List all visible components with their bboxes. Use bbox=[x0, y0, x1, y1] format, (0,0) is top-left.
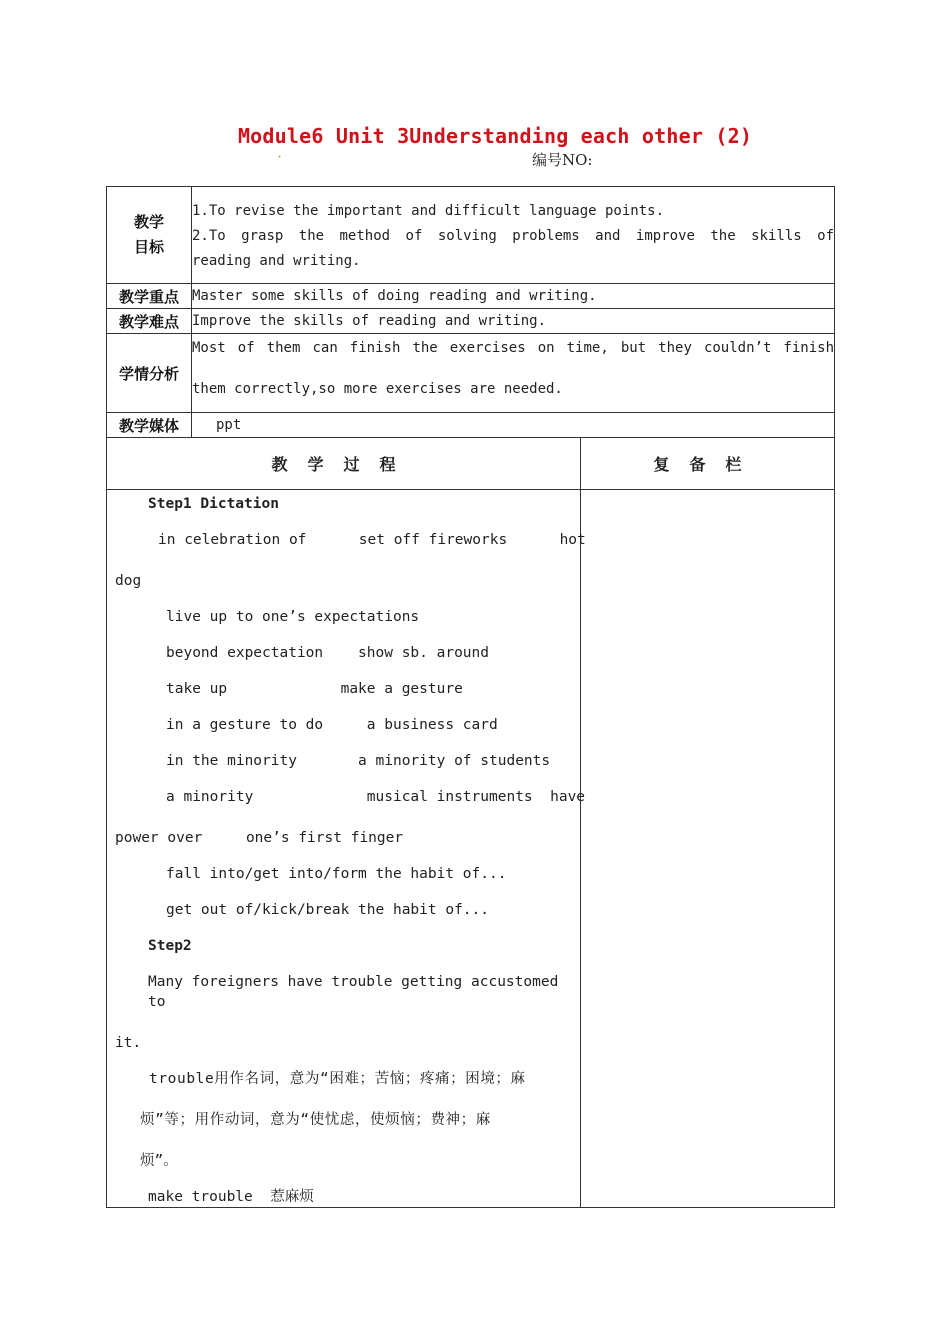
analysis-line-2: them correctly,so more exercises are needed. bbox=[192, 381, 563, 397]
note-line-3: 烦”。 bbox=[140, 1153, 178, 1169]
goals-label-2: 目标 bbox=[133, 238, 164, 256]
number-label: 编号NO: bbox=[532, 151, 593, 169]
dictation-line-9: power over one’s first finger bbox=[115, 830, 404, 846]
step2-line-2: it. bbox=[115, 1035, 142, 1051]
phrase-line: make trouble 惹麻烦 bbox=[148, 1189, 314, 1205]
dictation-line-4: beyond expectation show sb. around bbox=[166, 645, 490, 661]
dictation-line-8: a minority musical instruments have bbox=[166, 789, 586, 805]
dictation-line-6: in a gesture to do a business card bbox=[166, 717, 498, 733]
process-header-row bbox=[107, 438, 835, 490]
goals-label-1: 教学 bbox=[133, 213, 164, 231]
media-row bbox=[107, 413, 835, 438]
analysis-label: 学情分析 bbox=[107, 334, 192, 413]
step1-title: Step1 Dictation bbox=[148, 496, 279, 512]
analysis-content bbox=[192, 334, 835, 413]
analysis-line-1: Most of them can finish the exercises on time, but they couldn’t finish bbox=[192, 340, 835, 356]
key-points-label: 教学重点 bbox=[107, 284, 192, 309]
key-points-row bbox=[107, 284, 835, 309]
difficulties-label: 教学难点 bbox=[107, 309, 192, 334]
process-body-row bbox=[107, 490, 835, 1208]
stray-mark: · bbox=[276, 150, 284, 164]
media-text: ppt bbox=[192, 413, 835, 438]
dictation-line-7: in the minority a minority of students bbox=[166, 753, 551, 769]
dictation-line-5: take up make a gesture bbox=[166, 681, 463, 697]
note-line-2: 烦”等；用作动词，意为“使忧虑，使烦恼；费神；麻 bbox=[140, 1112, 491, 1128]
lesson-plan-table bbox=[106, 186, 835, 1208]
difficulties-text: Improve the skills of reading and writing. bbox=[192, 309, 835, 334]
media-label: 教学媒体 bbox=[107, 413, 192, 438]
dictation-line-2: dog bbox=[115, 573, 142, 589]
page-title: Module6 Unit 3Understanding each other (2) bbox=[237, 124, 753, 148]
dictation-line-3: live up to one’s expectations bbox=[166, 609, 420, 625]
process-header: 教学过程 bbox=[107, 438, 581, 490]
dictation-line-11: get out of/kick/break the habit of... bbox=[166, 902, 490, 918]
goals-label-cell bbox=[107, 187, 192, 284]
review-column bbox=[581, 490, 835, 1208]
goals-content bbox=[192, 187, 835, 284]
goal-line-1: 1.To revise the important and difficult language points. bbox=[192, 203, 665, 219]
dictation-line-1: in celebration of set off fireworks hot bbox=[158, 532, 586, 548]
analysis-row bbox=[107, 334, 835, 413]
goal-line-3: reading and writing. bbox=[192, 253, 361, 269]
goals-row bbox=[107, 187, 835, 284]
step2-line-1: Many foreigners have trouble getting accustomed to bbox=[148, 974, 559, 1010]
review-header: 复备栏 bbox=[581, 438, 835, 490]
note-line-1: trouble用作名词，意为“困难；苦恼；疼痛；困境；麻 bbox=[149, 1071, 526, 1087]
step2-title: Step2 bbox=[148, 938, 192, 954]
dictation-line-10: fall into/get into/form the habit of... bbox=[166, 866, 507, 882]
difficulties-row bbox=[107, 309, 835, 334]
key-points-text: Master some skills of doing reading and writing. bbox=[192, 284, 835, 309]
process-content bbox=[107, 490, 586, 1208]
goal-line-2: 2.To grasp the method of solving problems and improve the skills of bbox=[192, 228, 835, 244]
